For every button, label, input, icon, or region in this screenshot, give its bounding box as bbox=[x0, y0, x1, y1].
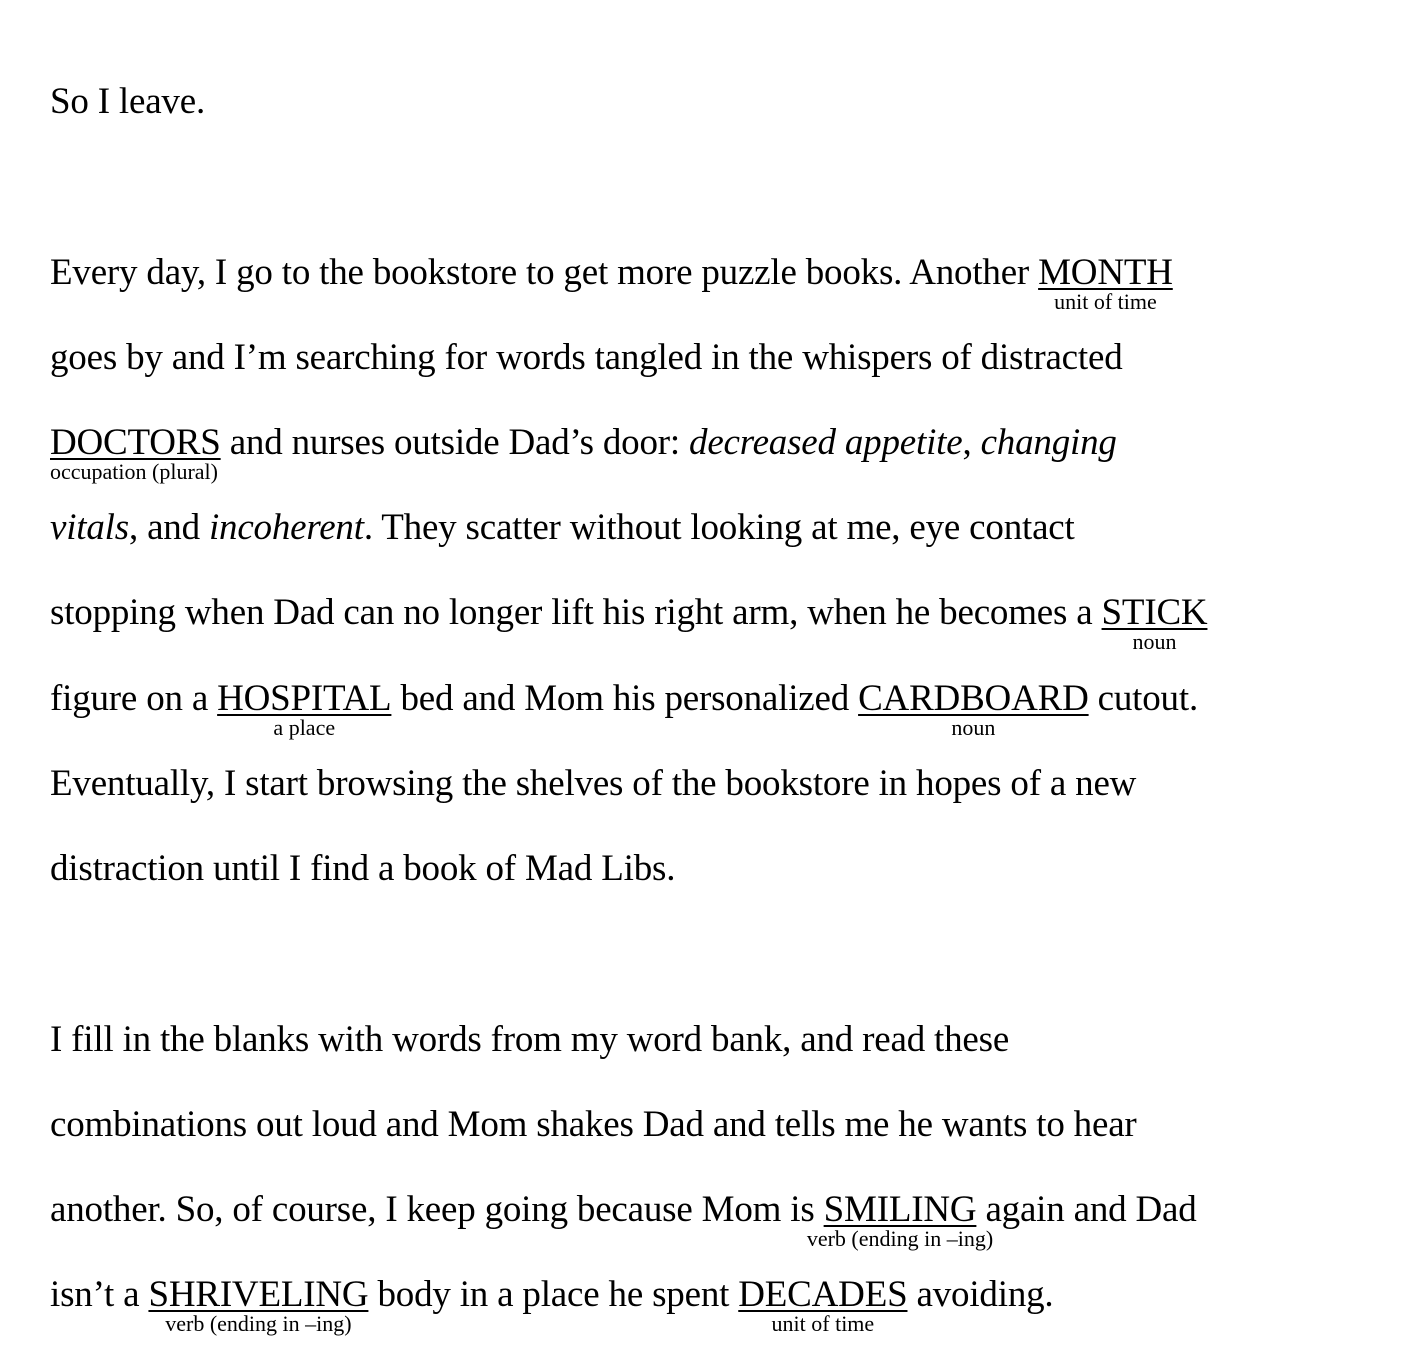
text: , bbox=[962, 422, 981, 463]
blank-word: STICK bbox=[1101, 592, 1208, 633]
madlib-blank-decades bbox=[738, 1273, 908, 1336]
blank-hint: unit of time bbox=[1054, 289, 1157, 314]
paragraph-3-line-3 bbox=[50, 1188, 1197, 1251]
text: Every day, I go to the bookstore to get more puzzle books. Another bbox=[50, 252, 1039, 293]
blank-word: MONTH bbox=[1038, 252, 1173, 293]
text: cutout. bbox=[1088, 678, 1198, 719]
paragraph-2-line-4 bbox=[50, 506, 1075, 550]
text: body in a place he spent bbox=[368, 1274, 739, 1315]
paragraph-2-line-3 bbox=[50, 421, 1117, 484]
text: . They scatter without looking at me, eye contact bbox=[363, 507, 1075, 548]
madlib-blank-doctors bbox=[50, 421, 221, 484]
blank-word: CARDBOARD bbox=[858, 678, 1089, 719]
blank-hint: noun bbox=[1132, 629, 1177, 654]
italic-text: decreased appetite bbox=[689, 422, 963, 463]
text: Eventually, I start browsing the shelves of the bookstore in hopes of a new bbox=[50, 763, 1137, 804]
paragraph-3-line-2 bbox=[50, 1103, 1137, 1147]
paragraph-2-line-2 bbox=[50, 336, 1123, 380]
madlib-blank-shriveling bbox=[148, 1273, 369, 1336]
italic-text: changing bbox=[980, 422, 1117, 463]
paragraph-2-line-6 bbox=[50, 677, 1198, 740]
madlib-blank-smiling bbox=[806, 1188, 994, 1251]
text: , and bbox=[128, 507, 209, 548]
text: combinations out loud and Mom shakes Dad and tells me he wants to hear bbox=[50, 1104, 1137, 1145]
italic-text: vitals bbox=[50, 507, 129, 548]
text: distraction until I find a book of Mad Libs. bbox=[50, 848, 676, 889]
text: stopping when Dad can no longer lift his right arm, when he becomes a bbox=[50, 592, 1102, 633]
blank-hint: unit of time bbox=[771, 1311, 875, 1336]
madlib-blank-month bbox=[1038, 251, 1173, 314]
text: another. So, of course, I keep going because Mom is bbox=[50, 1189, 824, 1230]
text: and nurses outside Dad’s door: bbox=[220, 422, 690, 463]
text: again and Dad bbox=[976, 1189, 1197, 1230]
text: isn’t a bbox=[50, 1274, 149, 1315]
blank-hint: a place bbox=[273, 715, 336, 740]
paragraph-2-line-8 bbox=[50, 847, 675, 891]
blank-word: SMILING bbox=[823, 1189, 977, 1230]
paragraph-3-line-4 bbox=[50, 1273, 1054, 1336]
blank-hint: noun bbox=[951, 715, 996, 740]
madlib-blank-stick bbox=[1101, 591, 1208, 654]
blank-hint: verb (ending in –ing) bbox=[165, 1311, 352, 1336]
blank-hint: occupation (plural) bbox=[50, 459, 218, 484]
paragraph-1-line-1 bbox=[50, 80, 205, 124]
text: figure on a bbox=[50, 678, 218, 719]
italic-text: incoherent bbox=[208, 507, 364, 548]
blank-word: DECADES bbox=[738, 1274, 908, 1315]
paragraph-2-line-1 bbox=[50, 251, 1173, 314]
text: avoiding. bbox=[907, 1274, 1054, 1315]
paragraph-3-line-1 bbox=[50, 1018, 1009, 1062]
text: So I leave. bbox=[50, 81, 205, 122]
paragraph-2-line-7 bbox=[50, 762, 1136, 806]
blank-hint: verb (ending in –ing) bbox=[806, 1226, 994, 1251]
text: bed and Mom his personalized bbox=[391, 678, 859, 719]
blank-word: DOCTORS bbox=[50, 422, 221, 463]
paragraph-2-line-5 bbox=[50, 591, 1208, 654]
blank-word: HOSPITAL bbox=[217, 678, 392, 719]
madlib-blank-cardboard bbox=[858, 677, 1089, 740]
text: goes by and I’m searching for words tangled in the whispers of distracted bbox=[50, 337, 1123, 378]
text: I fill in the blanks with words from my word bank, and read these bbox=[50, 1019, 1010, 1060]
madlib-blank-hospital bbox=[217, 677, 392, 740]
blank-word: SHRIVELING bbox=[148, 1274, 369, 1315]
